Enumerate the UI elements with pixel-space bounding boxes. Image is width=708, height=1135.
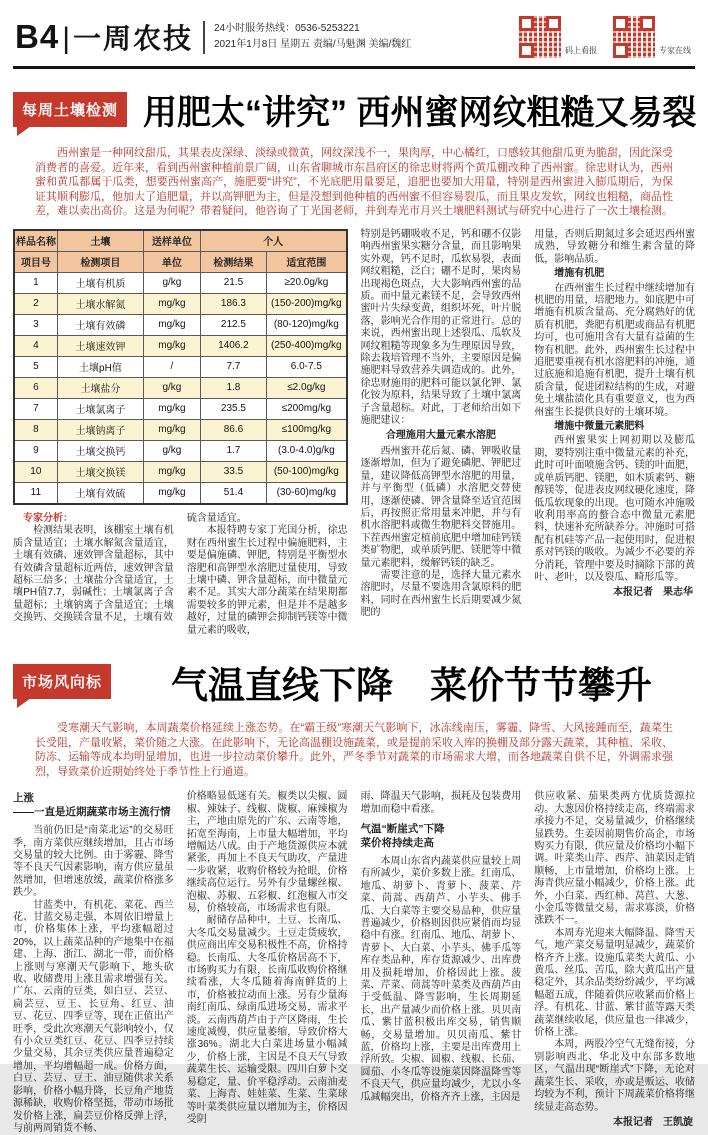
paragraph: 本周山东省内蔬菜供应量较上周有所减少，菜价多数上涨。红南瓜、地瓜、胡萝卜、青萝卜、菠菜、芹菜、茼蒿、西葫芦、小芋头、佛手瓜、大白菜等主要交易品种，供应量普遍减少，价格则因供应紧俏而均显稳中有涨。红南瓜、地瓜、胡萝卜、青萝卜、大白菜、小芋头、佛手瓜等库存类品种，库存货源减少、出库费用及损耗增加，价格因此上涨。菠菜、芹菜、茼蒿等叶菜类及西葫芦由于受低温、降雪影响，生长周期延长，出产量减少而价格上涨。贝贝南瓜、紫甘蓝积极出库交易，销售顺畅，交易量增加。贝贝南瓜、紫甘蓝，价格均上涨，主要是出库费用上浮所致。尖椒、圆椒、线椒、长茄、圆茄、小冬瓜等设施菜因降温降雪等不良天气，供应量均减少，尤以小冬瓜减幅突出，价格齐齐上涨，主因是 — [360, 855, 522, 1103]
paragraph: 硫含量适宜。 — [186, 512, 247, 524]
table-cell: 3 — [14, 314, 57, 335]
article1-left-area — [13, 229, 348, 639]
paragraph: 增施中微量元素肥料 — [554, 421, 645, 433]
article2-column-2 — [187, 791, 348, 1135]
table-cell: 6 — [14, 377, 57, 398]
table-header-cell: 样品名称 — [14, 230, 57, 252]
article1-body — [13, 229, 695, 639]
paragraph: 价格略显低迷有关。椒类以尖椒、圆椒、辣妹子、线椒、陇椒、麻辣椒为主，产地由原先的广东、云南等地，拓宽至海南，上市量大幅增加，平均增幅达八成。由于产地货源供应本就紧张，再加上不良天气助攻，产量进一步收紧，收购价格较为抢眼，价格继续高位运行。另外有少量螺丝椒、泡椒、苏椒、五彩椒、红泡椒入市交易，价格较高，市场需求也有限。 — [186, 791, 348, 914]
table-cell: ≤2.0g/kg — [267, 377, 347, 398]
table-cell: 1.8 — [200, 377, 267, 398]
paragraph: 雨、降温天气影响，损耗及包装费用增加而稳中看涨。 — [360, 791, 522, 815]
section-tag-soil-test: 每周土壤检测 — [13, 92, 127, 127]
table-cell: (150-200)mg/kg — [267, 293, 347, 314]
paragraph: 专家分析： — [23, 512, 73, 524]
table-cell: 51.4 — [200, 482, 267, 504]
article2-column-4 — [534, 791, 695, 1135]
page-header — [13, 0, 695, 64]
table-cell: 4 — [14, 335, 57, 356]
table-row — [14, 314, 347, 335]
page-number: B4 — [15, 18, 60, 55]
paragraph: ——一直是近期蔬菜市场主流行情 — [13, 805, 171, 818]
table-cell: (3.0-4.0)g/kg — [267, 440, 347, 461]
table-row — [14, 272, 347, 293]
table-cell: ≥20.0g/kg — [267, 272, 347, 293]
table-cell: 11 — [14, 482, 57, 504]
table-cell: mg/kg — [144, 461, 201, 482]
table-cell: (250-400)mg/kg — [267, 335, 347, 356]
table-cell: mg/kg — [144, 293, 201, 314]
table-row — [14, 356, 347, 377]
table-cell: ≤100mg/kg — [267, 419, 347, 440]
paragraph: 在西州蜜生长过程中继续增加有机肥的用量，培肥地力。如底肥中可增施有机质含量高、充分腐熟好的优质有机肥，粪肥有机肥或商品有机肥均可，也可施用含有大量有益菌的生物有机肥。此外，西州蜜生长过程中追肥要重视有机水溶肥料的冲施，通过底施和追施有机肥，提升土壤有机质含量，促进团粒结构的生成，对避免土壤盐渍化具有重要意义，也为西州蜜生长提供良好的土壤环境。 — [534, 282, 695, 418]
masthead — [15, 17, 193, 57]
article1-column-4 — [534, 229, 695, 639]
analysis-column-1 — [13, 513, 174, 639]
dateline: 2021年1月8日 星期五 责编/马魁渊 美编/魏红 — [214, 39, 412, 50]
table-row — [14, 335, 347, 356]
table-cell: mg/kg — [144, 314, 201, 335]
paragraph: 本周，两股冷空气无缝衔接，分别影响西北、华北及中东部多数地区，气温出现“断崖式”下降，无论对蔬菜生长、采收，亦或是贩运、收储均较为不利，预计下周蔬菜价格将继续显走高态势。 — [534, 1039, 695, 1113]
header-qr-codes — [519, 16, 693, 58]
table-row — [14, 377, 347, 398]
table-cell: 7 — [14, 398, 57, 419]
table-cell: 土壤水解氮 — [57, 293, 143, 314]
table-cell: 土壤氯离子 — [57, 398, 143, 419]
table-cell: 5 — [14, 356, 57, 377]
table-header-cell: 单位 — [144, 251, 201, 272]
table-cell: 10 — [14, 461, 57, 482]
article2-headline: 气温直线下降 菜价节节攀升 — [171, 664, 653, 706]
table-cell: (30-60)mg/kg — [267, 482, 347, 504]
masthead-divider: | — [62, 22, 70, 55]
table-header-cell: 送样单位 — [144, 230, 201, 252]
table-header-row — [14, 251, 347, 272]
paragraph: 特别是钙硼吸收不足，钙和硼不仅影响西州蜜果实糖分含量，而且影响果实外观，钙不足时，瓜软易裂，表面网纹粗糙，泛白；硼不足时，果肉易出现褐色斑点，大大影响西州蜜的品质。而中量元素镁不足，会导致西州蜜叶片失绿变黄，组织坏死，叶片脱落，影响光合作用的正常进行。总的来说，西州蜜出现上述裂瓜、瓜软及网纹粗糙等现象多为生理原因导致，除去栽培管理不当外，主要原因是偏施肥料导致营养失调造成的。此外，徐忠财施用的肥料可能以氯化钾、氯化铵为原料，结果导致了土壤中氯离子含量超标。对此，丁老师给出如下施肥建议： — [360, 228, 522, 427]
table-cell: (50-100)mg/kg — [267, 461, 347, 482]
article1-headline: 用肥太“讲究” 西州蜜网纹粗糙又易裂 — [143, 94, 697, 132]
qr-label: 码上看报 — [565, 46, 597, 55]
paragraph: 供应收紧、茄果类两方优质货源拉动。大葱因价格持续走高，终端需求承接力不足，交易量减少，价格继续显跌势。生姜因前期售价高企，市场购买力有限，供应量及价格均小幅下调。叶菜类山芹、西芹、油菜因走销顺畅，上市量增加，价格均上涨。上海青供应量小幅减少，价格上涨。此外，小白菜、西红柿、莴苣、大葱、小金瓜等微量交易，需求寡淡，价格涨跌不一。 — [534, 791, 695, 927]
paragraph: 本报特聘专家丁光国分析，徐忠财在西州蜜生长过程中偏施肥料，主要是偏施磷、钾肥，特别是平衡型水溶肥和高钾型水溶肥过量使用，导致土壤中磷、钾含量超标，而中微量元素不足。其实大部分蔬菜在结果期都需要较多的钾元素，但是并不是越多越好，过量的磷钾会抑制钙镁等中微量元素的吸收， — [186, 525, 348, 636]
article1-headline-row — [13, 85, 695, 134]
table-cell: 土壤有机质 — [57, 272, 143, 293]
article2-headline-row — [13, 655, 695, 709]
article1-lead: 西州蜜是一种网纹甜瓜，其果表皮深绿、淡绿或微黄，网纹深浅不一，果肉厚，中心橘红，口感较其他甜瓜更为脆甜，因此深受消费者的喜爱。近年来，看到西州蜜种植前景广阔，山东省聊城市东昌府区的徐忠财将两个黄瓜棚改种了西州蜜。徐忠财认为，西州蜜和黄瓜都属于瓜类，想要西州蜜高产，施肥要“讲究”，不光底肥用量要足，追肥也要加大用量，特别是西州蜜进入膨瓜期后，为保证其顺利膨瓜，他加大了追肥量，并以高钾肥为主，但是没想到他种植的西州蜜不但容易裂瓜，而且果皮发软，网纹也粗糙，商品性差，难以卖出高价。这是为何呢？带着疑问，他咨询了丁光国老师，并到寿光市月兴土壤肥料测试与研究中心进行了一次土壤检测。 — [35, 147, 673, 218]
paragraph: 本周寿光迎来大幅降温、降雪天气，地产菜交易量明显减少，蔬菜价格齐齐上涨。设施瓜菜类大黄瓜、小黄瓜、丝瓜、苦瓜，除大黄瓜出产量稳定外，其余品类纷纷减少，平均减幅超五成，伴随着供应收紧而价格上浮。有机花、甘蓝、紫甘蓝等露天类蔬菜继续收尾，供应量也一律减少，价格上涨。 — [534, 927, 695, 1039]
table-cell: 33.5 — [200, 461, 267, 482]
table-cell: mg/kg — [144, 419, 201, 440]
paragraph: 合理施用大量元素水溶肥 — [385, 430, 496, 442]
table-row — [14, 293, 347, 314]
table-cell: 86.6 — [200, 419, 267, 440]
paragraph: 西州蜜果实上网初期以及膨瓜期，要特别注重中微量元素的补充，此时可叶面喷施含钙、镁的叶面肥，或单质钙肥、镁肥，如木质素钙、糖醇镁等，促进表皮网纹硬化速度，降低瓜软现象的出现。也可随水冲施吸收利用率高的螯合态中微量元素肥料，快速补充所缺养分。冲施时可搭配有机硅等产品一起使用时，促进根系对钙镁的吸收。为减少不必要的养分消耗，管理中要及时摘除下部的黄叶、老叶，以及裂瓜、畸形瓜等。 — [534, 435, 695, 583]
table-row — [14, 398, 347, 419]
table-cell: 土壤有效硫 — [57, 482, 143, 504]
qr-label: 专家在线 — [659, 46, 691, 55]
qr-code-icon — [519, 16, 561, 58]
table-cell: 1 — [14, 272, 57, 293]
table-cell: ≤200mg/kg — [267, 398, 347, 419]
paragraph: 用量，否则后期氮过多会延迟西州蜜成熟，导致糖分和维生素含量的降低，影响品质。 — [534, 228, 695, 265]
table-header-cell: 项目号 — [14, 251, 57, 272]
table-cell: 土壤pH值 — [57, 356, 143, 377]
qr-code-icon — [613, 16, 655, 58]
table-header-cell: 检测项目 — [57, 251, 143, 272]
paragraph: 本报记者 果志华 — [613, 587, 693, 599]
article-soil-test — [13, 85, 695, 639]
paragraph: 需要注意的是，选择大量元素水溶肥时，尽量不要选用含氯原料的肥料，同时在西州蜜生长后期要减少氮肥的 — [360, 569, 522, 619]
table-cell: 9 — [14, 440, 57, 461]
paragraph: 上涨 — [13, 792, 34, 805]
table-cell: 土壤交换镁 — [57, 461, 143, 482]
paragraph: 甘蓝类中，有机花、菜花、西兰花、甘蓝交易走强，本周依旧增量上市，价格集体上涨，平均涨幅超过20%，以上蔬菜品种的产地集中在福建、上海、浙江、湖北一带，而价格上涨则与寒潮天气影响下，地头砍收、收储费用上涨且需求增强有关。广东、云南的豆类，如白豆、芸豆、扁芸豆、豆王、长豆角、红豆、油豆、花豆、四季豆等，现在正值出产旺季，受此次寒潮天气影响较小，仅有小众豆类红豆、花豆、四季豆持续少量交易，其余豆类供应量普遍稳定增加，平均增幅超一成。价格方面，白豆、芸豆、豆王、油豆随供求关系影响，价格小幅升降，长豆角产地货源稀缺，收购价格坚挺，带动市场批发价格上涨，扁芸豆价格反弹上浮，与前两周销货不畅、 — [13, 899, 174, 1134]
table-cell: 1406.2 — [200, 335, 267, 356]
table-cell: 8 — [14, 419, 57, 440]
table-cell: 土壤交换钙 — [57, 440, 143, 461]
table-cell: / — [144, 356, 201, 377]
table-cell: 235.5 — [200, 398, 267, 419]
expert-analysis — [13, 513, 348, 639]
paragraph: 菜价将持续走高 — [360, 836, 434, 849]
table-cell: 1.7 — [200, 440, 267, 461]
paragraph: 增施有机肥 — [554, 268, 605, 280]
qr-block-1 — [519, 16, 597, 58]
soil-table-head — [14, 230, 347, 273]
table-cell: 土壤有效磷 — [57, 314, 143, 335]
article2-column-3 — [361, 791, 522, 1135]
table-cell: 土壤速效钾 — [57, 335, 143, 356]
table-cell: g/kg — [144, 272, 201, 293]
section-tag-market: 市场风向标 — [13, 664, 111, 699]
table-header-cell: 个人 — [200, 230, 346, 252]
table-cell: 212.5 — [200, 314, 267, 335]
paragraph: 当前仍旧是“南菜北运”的交易旺季，南方菜供应继续增加，且占市场交易量的较大比例。由于雾霾、降雪等不良天气因素影响，南方供应量虽然增加，但增速放缓，蔬菜价格涨多跌少。 — [13, 825, 174, 899]
table-header-cell: 适宜范围 — [267, 251, 347, 272]
table-row — [14, 482, 347, 504]
table-cell: 土壤钠离子 — [57, 419, 143, 440]
soil-table-body — [14, 272, 347, 504]
table-header-cell: 检测结果 — [200, 251, 267, 272]
table-cell: mg/kg — [144, 482, 201, 504]
article2-column-1 — [13, 791, 174, 1135]
table-cell: 186.3 — [200, 293, 267, 314]
soil-test-table — [13, 229, 348, 505]
table-header-cell: 土壤 — [57, 230, 143, 252]
table-row — [14, 461, 347, 482]
section-title: 一周农技 — [72, 23, 193, 54]
analysis-column-2 — [187, 513, 348, 639]
paragraph: 检测结果表明，该棚室土壤有机质含量适宜；土壤水解氮含量适宜，土壤有效磷、速效钾含量超标，其中有效磷含量超标近两倍，速效钾含量超标三倍多；土壤盐分含量适宜，土壤PH值7.7，弱碱性；土壤氯离子含量超标；土壤钠离子含量适宜；土壤交换钙、交换镁含量不足，土壤有效 — [13, 525, 174, 624]
table-cell: 21.5 — [200, 272, 267, 293]
table-cell: mg/kg — [144, 335, 201, 356]
article1-column-3 — [361, 229, 522, 639]
paragraph: 本报记者 王凯旋 — [613, 1116, 693, 1128]
paragraph: 气温“断崖式”下降 — [360, 823, 445, 836]
table-cell: 6.0-7.5 — [267, 356, 347, 377]
table-cell: g/kg — [144, 377, 201, 398]
article-market-trend — [13, 655, 695, 1134]
table-row — [14, 440, 347, 461]
table-cell: (80-120)mg/kg — [267, 314, 347, 335]
service-hotline: 24小时服务热线：0536-5253221 — [214, 22, 360, 34]
table-row — [14, 419, 347, 440]
table-cell: 7.7 — [200, 356, 267, 377]
article2-lead: 受寒潮天气影响，本周蔬菜价格延续上涨态势。在“霸王级”寒潮天气影响下，冰冻线南压，雾霾、降雪、大风接踵而至，蔬菜生长受阻，产量收紧，菜价随之大涨。在此影响下，无论高温棚设施蔬菜，或是提前采收入库的换棚及部分露天蔬菜，其种植、采收、防冻、运输等成本均明显增加，也进一步拉动菜价攀升。此外，严冬季节对蔬菜的市场需求大增，而各地蔬菜自供不足，外调需求强烈，导致菜价近期始终处于季节性上行通道。 — [35, 721, 673, 778]
paragraph: 耐储存品种中，土豆、长南瓜、大冬瓜交易量减少。土豆走货疲软，供应商出库交易积极性不高，价格持稳。长南瓜、大冬瓜价格居高不下，市场购买力有限，长南瓜收购价格继续看涨，大冬瓜随着海南鲜货的上市，价格被拉动而上涨。另有少量海南红南瓜、绿南瓜进场交易，需求平淡。云南西葫芦由于产区降雨，生长速度减慢，供应量萎缩，导致价格大涨36%。湖北大白菜进场量小幅减少，价格上涨，主因是不良天气导致蔬菜生长、运输受限。四川白萝卜交易稳定，量、价平稳浮动。云南油麦菜、上海青、娃娃菜、生菜、生菜球等叶菜类供应量以增加为主，价格因受阴 — [186, 915, 348, 1125]
table-cell: g/kg — [144, 440, 201, 461]
header-rule — [13, 66, 695, 69]
header-info — [203, 21, 411, 54]
article2-body — [13, 791, 695, 1134]
table-cell: 2 — [14, 293, 57, 314]
qr-block-2 — [613, 16, 691, 58]
table-cell: 土壤盐分 — [57, 377, 143, 398]
table-header-row — [14, 230, 347, 252]
paragraph: 西州蜜开花后氮、磷、钾吸收量逐渐增加，但为了避免磷肥、钾肥过量，建议降低高钾型水溶肥的用量，并与平衡型（低磷）水溶肥交替使用，逐渐使磷、钾含量降至适宜范围后，再按照正常用量来冲肥，并与有机水溶肥料或微生物肥料交替施用。下茬西州蜜定植前底肥中增加硅钙镁类矿物肥，或单质钙肥、镁肥等中微量元素肥料，缓解钙镁的缺乏。 — [360, 445, 522, 569]
table-cell: mg/kg — [144, 398, 201, 419]
